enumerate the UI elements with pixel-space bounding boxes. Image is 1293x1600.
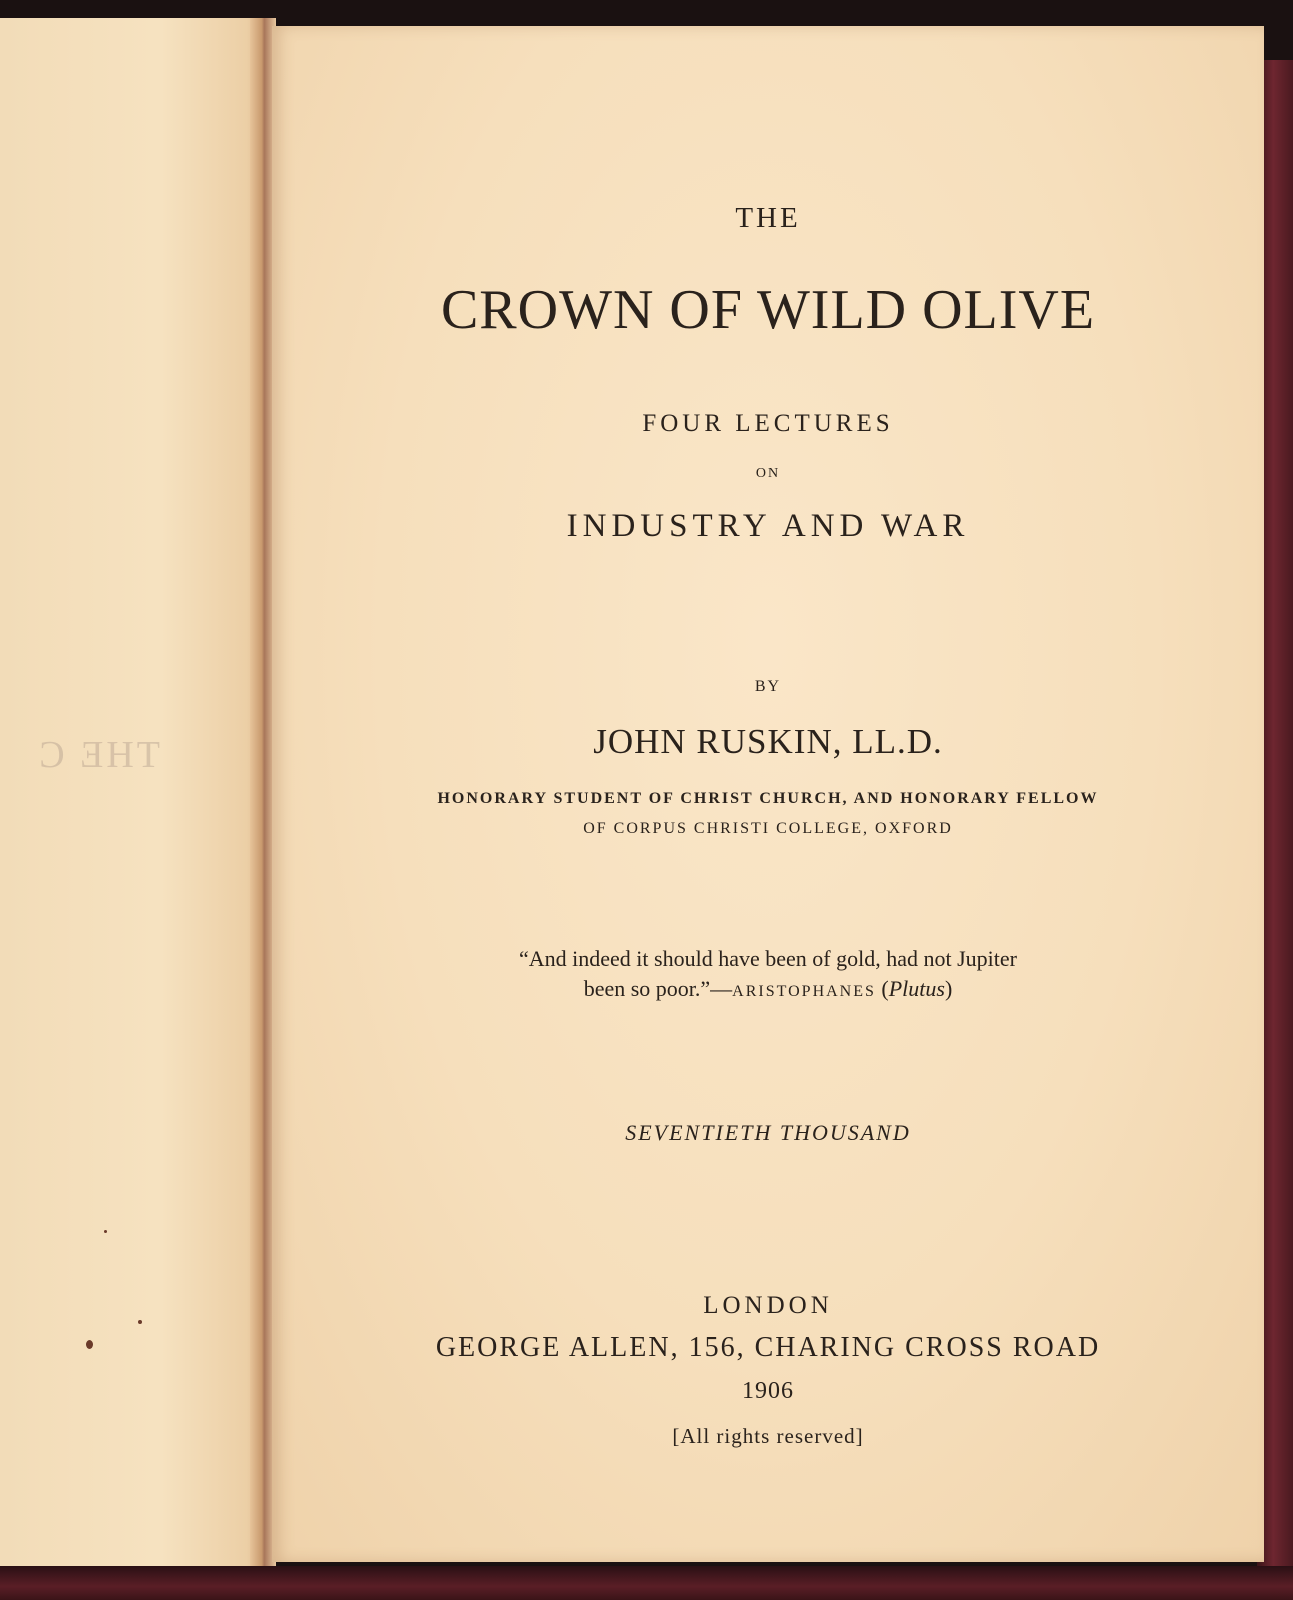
epigraph-line-2 xyxy=(272,976,1264,1002)
subtitle-lectures: FOUR LECTURES xyxy=(642,410,894,437)
foxing-spot xyxy=(86,1340,93,1349)
left-page xyxy=(0,18,268,1566)
publication-city: LONDON xyxy=(703,1292,833,1319)
author-credentials-line-1: HONORARY STUDENT OF CHRIST CHURCH, AND HONORARY FELLOW xyxy=(437,790,1099,807)
epigraph-text: been so poor.”— xyxy=(583,976,733,1001)
epigraph-source: Plutus xyxy=(888,976,945,1001)
epigraph-paren-close: ) xyxy=(944,976,953,1001)
publication-year: 1906 xyxy=(742,1378,794,1404)
rights-notice: [All rights reserved] xyxy=(672,1424,864,1448)
author-name: JOHN RUSKIN, LL.D. xyxy=(593,722,943,761)
main-title: CROWN OF WILD OLIVE xyxy=(440,279,1096,341)
epigraph-attribution: ARISTOPHANES xyxy=(732,983,876,1000)
author-credentials-line-2: OF CORPUS CHRISTI COLLEGE, OXFORD xyxy=(583,820,953,837)
foxing-spot xyxy=(138,1320,142,1324)
epigraph-line-1: “And indeed it should have been of gold, had not Jupiter xyxy=(519,946,1017,971)
subtitle-on: ON xyxy=(755,466,781,481)
subtitle-topic: INDUSTRY AND WAR xyxy=(566,508,970,544)
book-binding-bottom xyxy=(0,1566,1293,1600)
epigraph-paren-open: ( xyxy=(875,976,889,1001)
publisher-line: GEORGE ALLEN, 156, CHARING CROSS ROAD xyxy=(435,1332,1101,1363)
by-line: BY xyxy=(754,678,782,695)
ghost-text: THE C xyxy=(36,734,160,776)
foxing-spot xyxy=(104,1230,107,1233)
title-article: THE xyxy=(735,202,801,234)
title-page xyxy=(272,26,1264,1562)
edition-note: SEVENTIETH THOUSAND xyxy=(625,1120,911,1145)
